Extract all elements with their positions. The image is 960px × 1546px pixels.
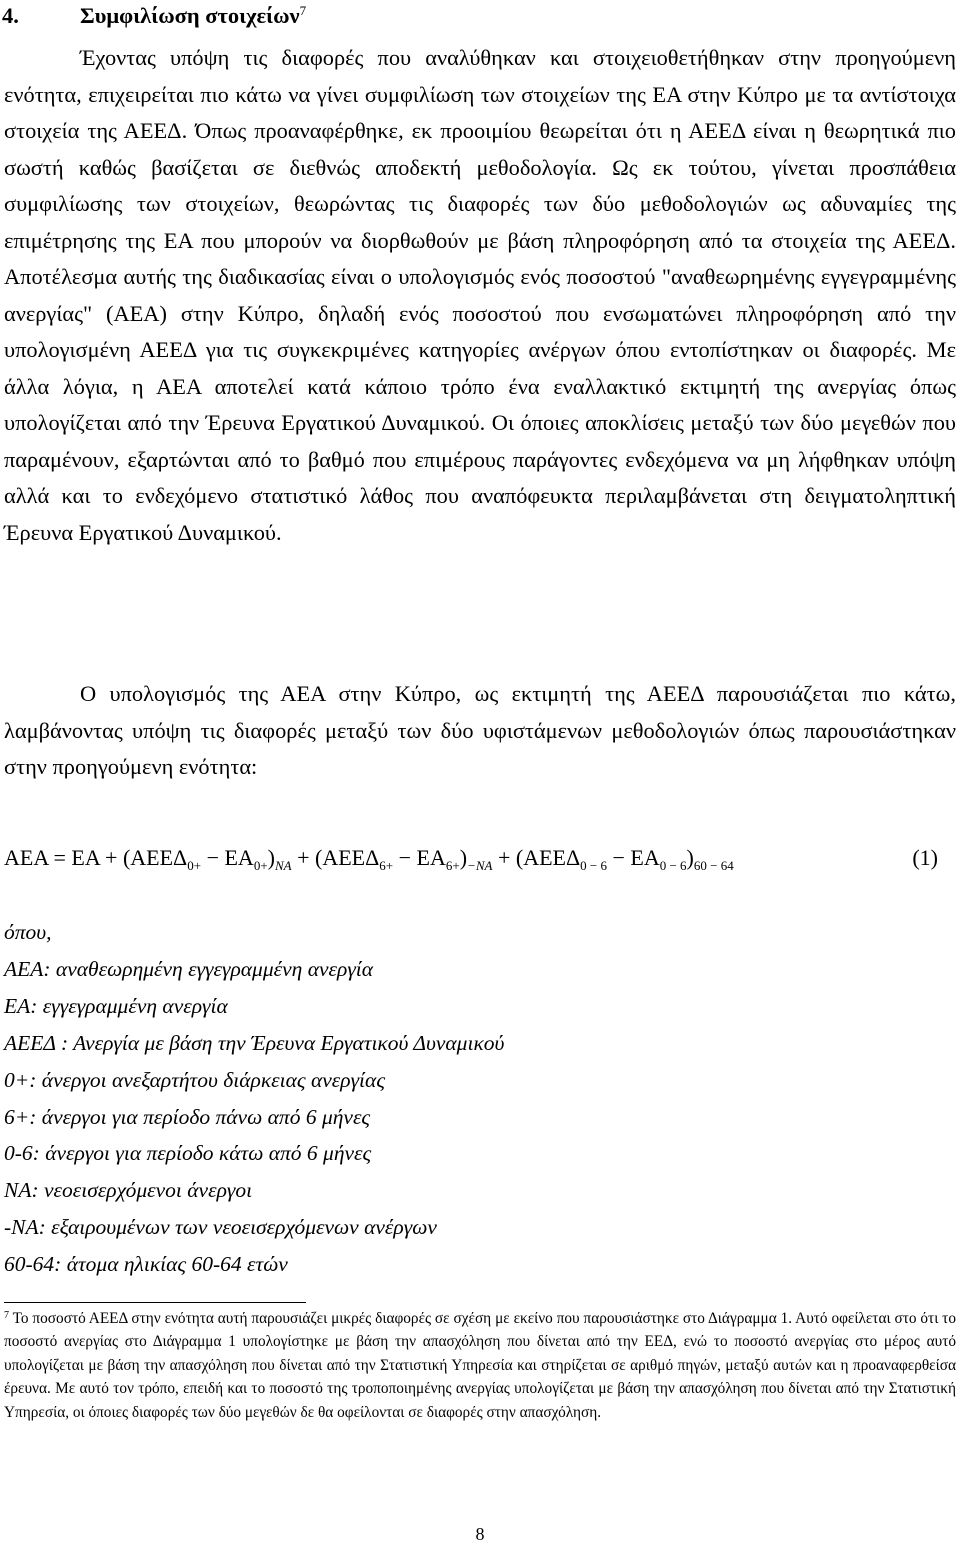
eq-ea: ΕΑ xyxy=(224,845,254,870)
eq-paren-open: ( xyxy=(515,845,524,870)
eq-tag-na: NA xyxy=(274,858,292,873)
eq-sub-6plus: 6+ xyxy=(445,858,460,873)
page-number: 8 xyxy=(475,1524,485,1544)
definition-item: NA: νεοεισερχόμενοι άνεργοι xyxy=(4,1178,253,1203)
eq-sub-0-6: 0 − 6 xyxy=(580,858,607,873)
eq-term-ea: ΕΑ xyxy=(71,845,100,870)
eq-minus: − xyxy=(398,845,412,870)
eq-sub-0plus: 0+ xyxy=(187,858,202,873)
equation-1 xyxy=(4,838,956,878)
eq-tag-60-64: 60 − 64 xyxy=(693,858,734,873)
eq-sub-6plus: 6+ xyxy=(379,858,394,873)
equation-expression xyxy=(4,845,734,873)
eq-plus: + xyxy=(105,845,118,870)
definition-item: ΑΕΕΔ : Ανεργία με βάση την Έρευνα Εργατικού Δυναμικού xyxy=(4,1030,505,1055)
eq-paren-close: ) xyxy=(686,845,694,870)
eq-aeed: ΑΕΕΔ xyxy=(130,845,188,870)
definition-item: 60-64: άτομα ηλικίας 60-64 ετών xyxy=(4,1252,288,1277)
eq-minus: − xyxy=(206,845,219,870)
section-number: 4. xyxy=(2,3,19,28)
section-heading xyxy=(2,2,306,30)
eq-sub-0plus: 0+ xyxy=(253,858,268,873)
eq-ea: ΕΑ xyxy=(630,845,660,870)
eq-paren-open: ( xyxy=(315,845,323,870)
eq-paren-close: ) xyxy=(459,845,468,870)
paragraph-reconciliation: Έχοντας υπόψη τις διαφορές που αναλύθηκαν και στοιχειοθετήθηκαν στην προηγούμενη ενότητα, επιχειρείται πιο κάτω να γίνει συμφιλίωση των στοιχείων της ΕΑ στην Κύπρο με τα αντίστοιχα στοιχεία της ΑΕΕΔ. Όπως προαναφέρθηκε, εκ προοιμίου θεωρείται ότι η ΑΕΕΔ είναι η θεωρητικά πιο σωστή καθώς βασίζεται σε διεθνώς αποδεκτή μεθοδολογία. Ως εκ τούτου, γίνεται προσπάθεια συμφιλίωσης των στοιχείων, θεωρώντας τις διαφορές των δύο μεθοδολογιών ως αδυναμίες της επιμέτρησης της ΕΑ που μπορούν να διορθωθούν με βάση πληροφόρηση από τα στοιχεία της ΑΕΕΔ. Αποτέλεσμα αυτής της διαδικασίας είναι ο υπολογισμός ενός ποσοστού "αναθεωρημένης εγγεγραμμένης ανεργίας" (ΑΕΑ) στην Κύπρο, δηλαδή ενός ποσοστού που ενσωματώνει πληροφόρηση από την υπολογισμένη ΑΕΕΔ για τις συγκεκριμένες κατηγορίες ανέργων όπου εντοπίστηκαν οι διαφορές. Με άλλα λόγια, η ΑΕΑ αποτελεί κατά κάποιο τρόπο ένα εναλλακτικό εκτιμητή της ανεργίας όπως υπολογίζεται από την Έρευνα Εργατικού Δυναμικού. Οι όποιες αποκλίσεις μεταξύ των δύο μεγεθών που παραμένουν, εξαρτώνται από το βαθμό που επιμέρους παράγοντες ενδεχόμενα να μη λήφθηκαν υπόψη αλλά και το ενδεχόμενο στατιστικό λάθος που αναπόφευκτα περιλαμβάνεται στη δειγματοληπτική Έρευνα Εργατικού Δυναμικού. xyxy=(4,45,956,545)
definition-item: 6+: άνεργοι για περίοδο πάνω από 6 μήνες xyxy=(4,1104,371,1129)
eq-lhs: ΑΕΑ xyxy=(4,845,48,870)
eq-minus: − xyxy=(612,845,625,870)
eq-aeed: ΑΕΕΔ xyxy=(322,845,380,870)
footnote-marker: 7 xyxy=(4,1310,9,1321)
footnote-7 xyxy=(4,1307,956,1424)
definitions-list xyxy=(4,914,956,1283)
definition-item: ΑΕΑ: αναθεωρημένη εγγεγραμμένη ανεργία xyxy=(4,956,374,981)
definition-item: 0+: άνεργοι ανεξαρτήτου διάρκειας ανεργίας xyxy=(4,1067,386,1092)
eq-tag-minus-na: −NA xyxy=(467,858,493,873)
paragraph-calculation: Ο υπολογισμός της ΑΕΑ στην Κύπρο, ως εκτιμητή της ΑΕΕΔ παρουσιάζεται πιο κάτω, λαμβάνοντας υπόψη τις διαφορές μεταξύ των δύο υφιστάμενων μεθοδολογιών όπως παρουσιάστηκαν στην προηγούμενη ενότητα: xyxy=(4,681,956,779)
eq-plus: + xyxy=(297,845,310,870)
eq-equals: = xyxy=(53,845,66,870)
definition-item: 0-6: άνεργοι για περίοδο κάτω από 6 μήνες xyxy=(4,1141,372,1166)
footnote-text: Το ποσοστό ΑΕΕΔ στην ενότητα αυτή παρουσιάζει μικρές διαφορές σε σχέση με εκείνο που παρουσιάστηκε στο Διάγραμμα 1. Αυτό οφείλεται στο ότι το ποσοστό ανεργίας στο Διάγραμμα 1 υπολογίστηκε με βάση την απασχόληση που δίνεται από την ΕΕΔ, ενώ το ποσοστό ανεργίας στο μέρος αυτό υπολογίζεται με βάση την απασχόληση που δίνεται από την Στατιστική Υπηρεσία και στηρίζεται σε αριθμό πηγών, μεταξύ αυτών και η προαναφερθείσα έρευνα. Με αυτό τον τρόπο, επειδή και το ποσοστό της τροποποιημένης ανεργίας υπολογίζεται με βάση την απασχόληση που δίνεται από την Στατιστική Υπηρεσία, οι όποιες διαφορές των δύο μεγεθών δε θα οφείλονται σε διαφορές στην απασχόληση. xyxy=(4,1310,956,1421)
eq-paren-open: ( xyxy=(122,845,131,870)
eq-plus: + xyxy=(497,845,511,870)
eq-sub-0-6: 0 − 6 xyxy=(659,858,687,873)
eq-aeed: ΑΕΕΔ xyxy=(523,845,581,870)
footnote-reference[interactable]: 7 xyxy=(299,3,307,18)
equation-number: (1) xyxy=(912,845,938,870)
eq-paren-close: ) xyxy=(267,845,275,870)
section-title: Συμφιλίωση στοιχείων xyxy=(80,3,300,28)
definitions-intro: όπου, xyxy=(4,920,52,944)
definition-item: -NA: εξαιρουμένων των νεοεισερχόμενων ανέργων xyxy=(4,1215,437,1240)
eq-ea: ΕΑ xyxy=(416,845,446,870)
footnote-separator xyxy=(4,1302,306,1303)
definition-item: ΕΑ: εγγεγραμμένη ανεργία xyxy=(4,993,228,1018)
